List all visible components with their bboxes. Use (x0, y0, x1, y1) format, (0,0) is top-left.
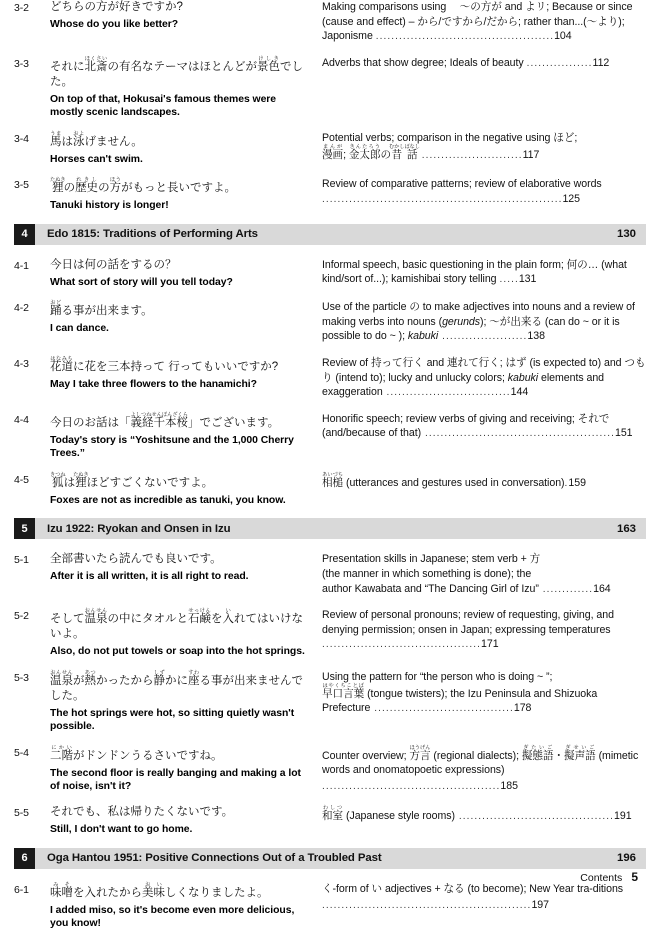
chapter-bar (35, 848, 646, 869)
ruby-kintarou: 金太郎きんたろう (348, 143, 381, 161)
toc-entry[interactable] (14, 131, 646, 167)
entry-english: Tanuki history is longer! (50, 200, 169, 212)
entry-page: 185 (500, 779, 518, 792)
dot-leader: .............................................. (375, 31, 555, 43)
entry-page: 159 (568, 476, 586, 489)
entry-description-text: Making comparisons using 〜の方が and よリ; Because or since (cause and effect) – から/ですから/だから; rather than...(〜より); Japonisme (322, 1, 633, 43)
toc-entry[interactable] (14, 177, 646, 213)
chapter-title: Izu 1922: Ryokan and Onsen in Izu (47, 522, 231, 535)
entry-japanese: そして温泉おんせんの中にタオルと石鹸せっけんを入いれてはいけないよ。 (50, 608, 303, 641)
toc-entry[interactable] (14, 805, 646, 837)
entry-number: 5-2 (14, 610, 29, 623)
ruby-rekishi: 歴史れきし (75, 177, 99, 195)
chapter-bar (35, 224, 646, 245)
entry-number: 4-4 (14, 413, 29, 426)
ruby-nikai: 二階にかい (50, 744, 73, 762)
ruby-i: 入い (222, 608, 234, 626)
entry-description: 和室わしつ (Japanese style rooms) ........................................191 (322, 805, 632, 823)
entry-page: 164 (593, 582, 611, 595)
entry-description: く-form of い adjectives + なる (to become); New Year tra-ditions ......................................................197 (322, 882, 624, 911)
entry-japanese: それでも、私は帰りたくないです。 (50, 806, 234, 819)
footer-page-number: 5 (631, 870, 638, 884)
chapter-number: 6 (14, 848, 35, 869)
entry-description: Using the pattern for “the person who is doing ~ ”; 早口言葉はやくちことば (tongue twisters); the Izu Peninsula and Shizuoka Prefecture ....................................178 (322, 670, 598, 715)
entry-page: 151 (615, 427, 633, 440)
entry-sentence (50, 552, 322, 584)
entry-japanese: 二階にかいがドンドンうるさいですね。 (50, 744, 223, 762)
ruby-atsu: 熱あつ (84, 669, 96, 687)
dot-leader: ...................................................... (322, 899, 532, 911)
ruby-suwa: 座すわ (188, 669, 200, 687)
entry-number: 4-1 (14, 259, 29, 272)
dot-leader: ........................................ (455, 811, 615, 823)
ruby-kitsune: 狐きつね (50, 471, 66, 489)
entry-description (322, 258, 646, 288)
ruby-oi: 美味おい (142, 881, 165, 899)
toc-entry[interactable] (14, 882, 646, 931)
dot-leader: ............. (538, 583, 594, 595)
ruby-mukashibanashi: 昔話むかしばなし (389, 143, 420, 161)
toc-entry[interactable] (14, 670, 646, 734)
toc-entry[interactable] (14, 356, 646, 401)
dot-leader: ......................................... (322, 639, 482, 651)
entry-japanese: それに北斎ほくさいの有名なテーマはほとんどが景色けしきでした。 (50, 55, 303, 88)
chapter-page: 196 (616, 852, 636, 865)
entry-sentence (50, 0, 322, 32)
ruby-keshiki: 景色けしき (257, 55, 280, 73)
entry-sentence (50, 258, 322, 290)
entry-description: Use of the particle の to make adjectives into nouns and a review of making verbs into nouns (gerunds); 〜が出来る (can do ~ or it is possible to do ~ ); kabuki ......................138 (322, 301, 635, 343)
entry-page: 125 (562, 192, 580, 205)
ruby-shizu: 静しず (153, 669, 165, 687)
ruby-onsen: 温泉おんせん (50, 669, 73, 687)
ruby-yoshitsune: 義経千本桜よしつねせんぼんざくら (130, 411, 188, 429)
entry-japanese: 今日のお話は「義経千本桜よしつねせんぼんざくら」でございます。 (50, 411, 280, 429)
ruby-uma: 馬うま (50, 130, 62, 148)
term-gerunds: gerunds (442, 315, 480, 328)
entry-description: Honorific speech; review verbs of giving and receiving; それで (and/because of that) .................................................151 (322, 412, 633, 440)
entry-japanese: 全部書いたら読んでも良いです。 (50, 553, 222, 566)
footer-label: Contents (580, 872, 623, 884)
chapter-title: Edo 1815: Traditions of Performing Arts (47, 228, 258, 241)
chapter-page: 130 (616, 228, 636, 241)
term-kabuki: kabuki (407, 330, 439, 343)
entry-description: Potential verbs; comparison in the negative using ほど; 漫画まんが; 金太郎きんたろうの昔話むかしばなし ..........................117 (322, 131, 578, 161)
entry-english: Still, I don't want to go home. (50, 824, 193, 836)
entry-japanese: 狐きつねは狸たぬきほどすごくないですよ。 (50, 471, 214, 489)
chapter-header-4[interactable] (14, 224, 646, 245)
chapter-header-5[interactable] (14, 518, 646, 539)
ruby-sekken: 石鹸せっけん (188, 608, 211, 626)
entry-description (322, 608, 646, 653)
entry-description (322, 177, 646, 207)
ruby-hokusai: 北斎ほくさい (84, 55, 108, 73)
ruby-oyo: 泳およ (73, 130, 85, 148)
entry-sentence (50, 805, 322, 837)
entry-number: 5-4 (14, 746, 29, 759)
ruby-aizuchi: 相槌あいづち (322, 471, 344, 489)
entry-page: 144 (510, 386, 529, 399)
ruby-hougen: 方言ほうげん (409, 744, 431, 762)
entry-number: 4-3 (14, 358, 29, 371)
entry-number: 3-5 (14, 179, 29, 192)
chapter-number: 4 (14, 224, 35, 245)
chapter-4-entries (14, 258, 646, 508)
dot-leader: ................. (526, 57, 593, 69)
entry-japanese: 味噌みそを入れたから美味おいしくなりましたよ。 (50, 881, 269, 899)
entry-sentence (50, 300, 322, 336)
entry-japanese: 踊おどる事が出来ます。 (50, 300, 153, 318)
entry-sentence (50, 412, 322, 461)
page-footer (580, 870, 638, 884)
chapter-number: 5 (14, 518, 35, 539)
ruby-onsen: 温泉おんせん (84, 608, 108, 626)
entry-english: May I take three flowers to the hanamichi? (50, 379, 257, 391)
entry-page: 178 (513, 702, 532, 715)
entry-sentence (50, 131, 322, 167)
entry-japanese: 温泉おんせんが熱あつかったから静しずかに座すわる事が出来ませんでした。 (50, 669, 303, 702)
entry-description-text: Review of personal pronouns; review of requesting, giving, and denying permission; onsen in Japan; expressing temperatures (322, 609, 614, 636)
entry-english: After it is all written, it is all right to read. (50, 571, 249, 583)
entry-english: Horses can't swim. (50, 153, 143, 165)
entry-english: Whose do you like better? (50, 19, 179, 30)
ruby-miso: 味噌みそ (50, 881, 73, 899)
toc-entry[interactable] (14, 412, 646, 461)
entry-number: 4-2 (14, 302, 29, 315)
entry-description: Review of 持って行く and 連れて行く; はず (is expected to) and つもり (intend to); lucky and unlucky colors; kabuki elements and exaggeration ................................144 (322, 357, 646, 399)
entry-number: 5-3 (14, 671, 29, 684)
entry-english: I added miso, so it's become even more delicious, you know! (50, 904, 295, 930)
toc-entry[interactable] (14, 552, 646, 597)
entry-japanese: どちらの方が好きですか? (50, 1, 183, 13)
ruby-hanamichi: 花道はなみち (50, 356, 73, 374)
ruby-hou: 方ほう (109, 177, 122, 195)
ruby-giseigo: 擬声語ぎせいご (564, 744, 596, 762)
dot-leader: .................................... (370, 703, 514, 715)
entry-page: 197 (531, 898, 549, 911)
entry-sentence (50, 745, 322, 794)
entry-page: 191 (614, 810, 632, 823)
toc-entry[interactable] (14, 56, 646, 120)
toc-entry[interactable] (14, 472, 646, 508)
entry-sentence (50, 177, 322, 213)
toc-entry[interactable] (14, 608, 646, 659)
chapter-bar (35, 518, 646, 539)
entry-japanese: 馬うまは泳およげません。 (50, 130, 143, 148)
chapter-5-entries (14, 552, 646, 837)
entry-number: 5-1 (14, 554, 29, 567)
dot-leader: . (564, 477, 569, 489)
entry-english: The second floor is really banging and making a lot of noise, isn't it? (50, 767, 301, 793)
entry-english: Today's story is “Yoshitsune and the 1,000 Cherry Trees.” (50, 434, 294, 460)
entry-page: 112 (592, 56, 610, 69)
entry-english: The hot springs were hot, so sitting quietly wasn't possible. (50, 707, 295, 733)
entry-page: 117 (522, 148, 540, 161)
entry-page: 138 (527, 330, 545, 343)
entry-number: 3-3 (14, 57, 29, 70)
entry-description-text: Informal speech, basic questioning in the plain form; 何の… (what kind/sort of...); kamishibai story telling (322, 258, 627, 286)
dot-leader: ................................ (382, 387, 511, 399)
chapter-3-entries-continued (14, 0, 646, 213)
dot-leader: ..... (499, 274, 519, 286)
entry-number: 6-1 (14, 883, 29, 896)
entry-page: 131 (518, 273, 537, 286)
entry-english: Foxes are not as incredible as tanuki, you know. (50, 494, 286, 506)
entry-sentence (50, 472, 322, 508)
toc-entry[interactable] (14, 745, 646, 795)
entry-number: 3-4 (14, 132, 29, 145)
entry-sentence (50, 882, 322, 931)
entry-page: 171 (481, 638, 499, 651)
entry-description: Counter overview; 方言ほうげん (regional dialects); 擬態語ぎたいご・擬声語ぎせいご (mimetic words and onomatopoetic expressions) ..............................................185 (322, 744, 639, 792)
toc-entry[interactable] (14, 258, 646, 290)
ruby-tanuki: 狸たぬき (73, 471, 89, 489)
dot-leader: .............................................................. (322, 193, 563, 205)
dot-leader: .......................... (417, 149, 523, 161)
entry-japanese: 今日は何の話をするの？ (50, 258, 177, 271)
ruby-tanuki: 狸たぬき (50, 177, 66, 195)
ruby-odo: 踊おど (50, 300, 62, 318)
entry-sentence (50, 356, 322, 392)
entry-japanese: 狸たぬきの歴史れきしの方ほうがもっと長いですよ。 (50, 177, 237, 195)
chapter-title: Oga Hantou 1951: Positive Connections Out of a Troubled Past (47, 852, 382, 865)
entry-description-text: Adverbs that show degree; Ideals of beauty (322, 56, 524, 69)
entry-page: 104 (554, 30, 572, 43)
dot-leader: .............................................. (322, 780, 501, 792)
entry-description: Presentation skills in Japanese; stem verb + 方 (the manner in which something is done); the author Kawabata and “The Dancing Girl of Izu” .............164 (322, 553, 611, 595)
entry-sentence (50, 56, 322, 120)
entry-english: I can dance. (50, 323, 109, 335)
chapter-page: 163 (616, 522, 636, 535)
entry-number: 4-5 (14, 473, 29, 486)
entry-sentence (50, 608, 322, 659)
entry-description-text: Review of comparative patterns; review of elaborative words (322, 178, 602, 191)
entry-english: Also, do not put towels or soap into the hot springs. (50, 646, 305, 658)
toc-entry[interactable] (14, 300, 646, 345)
entry-description (322, 0, 646, 45)
toc-entry[interactable] (14, 0, 646, 45)
entry-english: What sort of story will you tell today? (50, 276, 233, 288)
entry-sentence (50, 670, 322, 734)
chapter-6-entries (14, 882, 646, 931)
ruby-washitsu: 和室わしつ (322, 805, 344, 823)
ruby-gitaigo: 擬態語ぎたいご (521, 744, 554, 762)
entry-number: 3-2 (14, 2, 29, 14)
term-kabuki: kabuki (507, 371, 539, 384)
entry-description (322, 56, 646, 72)
dot-leader: ...................... (438, 331, 528, 343)
dot-leader: ................................................. (421, 428, 615, 440)
entry-english: On top of that, Hokusai's famous themes were mostly scenic landscapes. (50, 93, 277, 119)
ruby-hayakuchikotoba: 早口言葉はやくちことば (322, 682, 365, 700)
entry-japanese: 花道はなみちに花を三本持って 行ってもいいですか? (50, 356, 279, 374)
chapter-header-6[interactable] (14, 848, 646, 869)
ruby-manga: 漫画まんが (322, 143, 344, 161)
entry-description: 相槌あいづち (utterances and gestures used in conversation).159 (322, 471, 586, 489)
entry-number: 5-5 (14, 807, 29, 820)
